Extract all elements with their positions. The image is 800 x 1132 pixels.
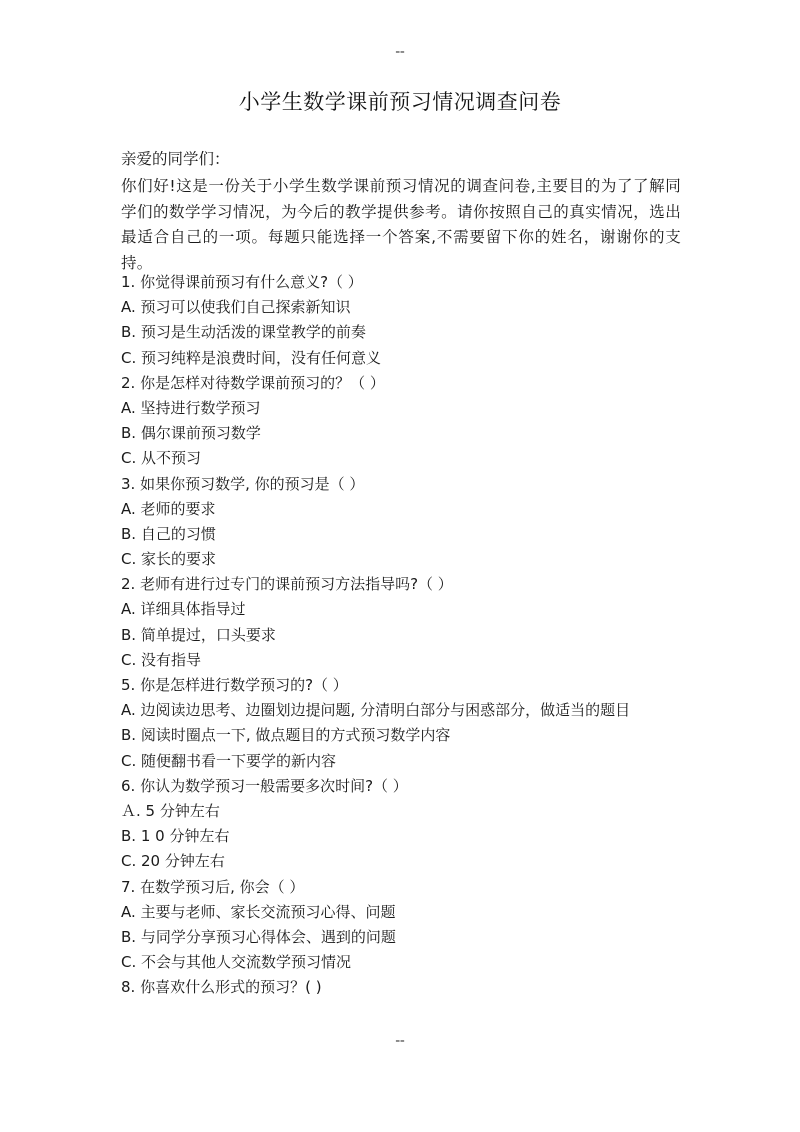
intro-paragraph: 你们好!这是一份关于小学生数学课前预习情况的调查问卷,主要目的为了了解同学们的数学学习情况，为今后的教学提供参考。请你按照自己的真实情况，选出最适合自己的一项。每题只能选择一个答案,不需要留下你的姓名，谢谢你的支持。 [121, 177, 681, 272]
question-8: 8. 你喜欢什么形式的预习？( ) [121, 978, 322, 997]
question-1: 1. 你觉得课前预习有什么意义?（ ） [121, 273, 363, 291]
question-6-option: B. 1 0 分钟左右 [121, 827, 230, 846]
question-2-option: A. 坚持进行数学预习 [121, 398, 261, 417]
question-7-option: B. 与同学分享预习心得体会、遇到的问题 [121, 927, 396, 946]
question-1-option: B. 预习是生动活泼的课堂教学的前奏 [121, 323, 366, 342]
question-4-option: B. 简单提过，口头要求 [121, 625, 276, 644]
question-list [121, 270, 681, 1000]
page-marker-top: -- [395, 44, 405, 59]
question-5-option: A. 边阅读边思考、边圈划边提问题, 分清明白部分与困惑部分，做适当的题目 [121, 701, 631, 720]
greeting: 亲爱的同学们： [121, 150, 230, 168]
question-4: 2. 老师有进行过专门的课前预习方法指导吗?（ ） [121, 575, 453, 594]
question-4-option: C. 没有指导 [121, 650, 202, 669]
question-5: 5. 你是怎样进行数学预习的?（ ） [121, 676, 348, 694]
intro-section [121, 147, 681, 276]
question-7-option: C. 不会与其他人交流数学预习情况 [121, 953, 352, 972]
question-1-option: A. 预习可以使我们自己探索新知识 [121, 298, 351, 317]
question-3-option: A. 老师的要求 [121, 499, 216, 518]
question-1-option: C. 预习纯粹是浪费时间，没有任何意义 [121, 348, 382, 367]
question-6: 6. 你认为数学预习一般需要多次时间?（ ） [121, 776, 408, 795]
question-2-option: B. 偶尔课前预习数学 [121, 424, 261, 443]
question-2-option: C. 从不预习 [121, 449, 202, 468]
question-6-option: Ａ. 5 分钟左右 [121, 801, 220, 820]
document-title: 小学生数学课前预习情况调查问卷 [238, 90, 562, 114]
question-4-option: A. 详细具体指导过 [121, 600, 246, 619]
question-3: 3. 如果你预习数学, 你的预习是（ ） [121, 474, 365, 493]
question-5-option: C. 随便翻书看一下要学的新内容 [121, 751, 337, 770]
question-2: 2. 你是怎样对待数学课前预习的？（ ） [121, 373, 385, 392]
question-3-option: B. 自己的习惯 [121, 524, 216, 543]
question-3-option: C. 家长的要求 [121, 550, 217, 569]
question-7: 7. 在数学预习后, 你会（ ） [121, 877, 305, 896]
question-6-option: C. 20 分钟左右 [121, 852, 225, 871]
question-7-option: A. 主要与老师、家长交流预习心得、问题 [121, 902, 396, 921]
question-5-option: B. 阅读时圈点一下, 做点题目的方式预习数学内容 [121, 726, 451, 745]
page-marker-bottom: -- [395, 1033, 405, 1048]
